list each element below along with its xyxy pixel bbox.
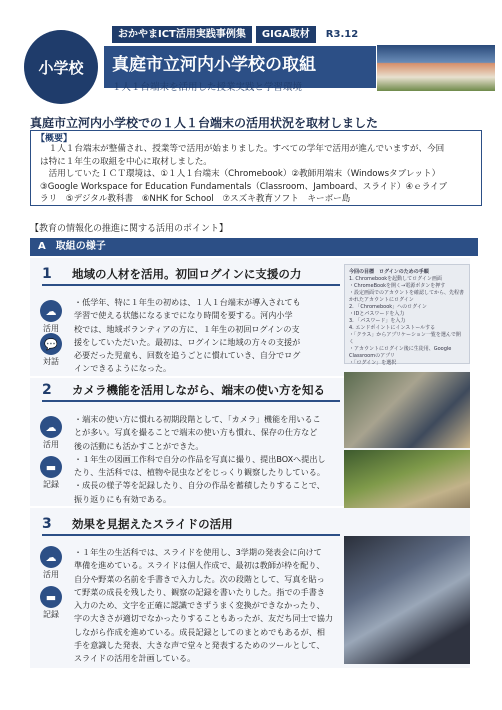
chat-icon: 💬 — [40, 333, 62, 355]
body-line: て野菜の成長を残したり、観察の記録を書いたりした。指での手書き — [74, 586, 325, 597]
page-subtitle: １人１台端末を活用した授業実践と学習環境 — [112, 82, 303, 93]
summary-line: １人１台端末が整備され、授業等で活用が始まりました。すべての学年で活用が進んでいますが、今回 — [40, 144, 445, 154]
folder-icon: ▬ — [40, 456, 62, 478]
header-tags — [112, 26, 364, 43]
body-line: ・１年生の生活科では、スライドを使用し、3学期の発表会に向けて — [74, 547, 322, 557]
icon-label: 活用 — [43, 440, 59, 449]
icon-label: 活用 — [43, 570, 59, 579]
screenshot-line: ・「ログイン」を選択 — [349, 360, 397, 366]
summary-line: ラリ ⑤デジタル教科書 ⑥NHK for School ⑦スズキ教育ソフト キーボー島 — [40, 194, 351, 204]
item-underline — [42, 400, 340, 402]
body-line: インできるようになった。 — [74, 363, 172, 374]
icon-label: 活用 — [43, 324, 59, 333]
body-line: スライドの活用を計画している。 — [74, 653, 196, 664]
body-line: 準備を進めている。スライドは個人作成で、最初は教師が枠を配り、 — [74, 560, 325, 571]
cloud-icon: ☁ — [40, 546, 62, 568]
screenshot-line: ・ChromeBookを開く→電源ボタンを押す — [349, 283, 446, 289]
points-heading: 【教育の情報化の推進に関する活用のポイント】 — [30, 224, 229, 234]
item-body — [74, 546, 346, 666]
body-line: 入力のため、文字を正確に認識できずうまく変換ができなかったり、 — [74, 600, 325, 611]
body-line: 自分や野菜の名前を手書きで入力した。次の段階として、写真を貼っ — [74, 573, 325, 584]
body-line: 後の活動にも活かすことができた。 — [74, 440, 204, 451]
body-line: 援をしていただいた。最初は、ログインに地域の方々の支援が — [74, 336, 301, 347]
screenshot-line: ・IDとパスワードを入力 — [349, 311, 405, 317]
item-title: カメラ機能を活用しながら、端末の使い方を知る — [72, 383, 325, 397]
tag-series: おかやまICT活用実践事例集 — [112, 26, 252, 43]
main-heading: 真庭市立河内小学校での１人１台端末の活用状況を取材しました — [30, 116, 379, 130]
item-body — [74, 413, 344, 506]
screenshot-line: ・「クラス」からアプリケーション一覧を選んで開く — [349, 332, 461, 345]
item-title: 地域の人材を活用。初回ログインに支援の力 — [72, 267, 302, 281]
school-level-badge — [24, 30, 98, 104]
body-line: たり、生活科では、植物や昆虫などをじっくり観察したりしている。 — [74, 467, 325, 478]
icon-label: 記録 — [43, 480, 59, 489]
body-line: ・低学年、特に１年生の初めは、１人１台端末が導入されても — [74, 297, 301, 307]
body-line: しながら作成を進めている。成長記録としてのまとめでもあるが、相 — [74, 626, 325, 637]
page-title: 真庭市立河内小学校の取組 — [112, 55, 316, 75]
screenshot-title: 今回の目標 ログインのための手順 — [349, 269, 429, 275]
screenshot-line: ・アカウントにログイン後に生徒用、Google Classroomのアプリ — [349, 346, 452, 359]
item-underline — [42, 284, 340, 286]
item-title: 効果を見据えたスライドの活用 — [72, 517, 233, 531]
student-laptop-photo — [344, 536, 470, 664]
summary-line: 活用していたＩＣＴ環境は、①１人１台端末（Chromebook）②教師用端末（Windowsタブレット） — [40, 169, 441, 179]
tag-giga: GIGA取材 — [256, 26, 316, 43]
summary-text — [40, 143, 476, 206]
summary-label: 【概要】 — [36, 134, 73, 144]
summary-line: ③Google Workspace for Education Fundamentals（Classroom、Jamboard、スライド）④ｅライブ — [40, 181, 448, 192]
cloud-icon: ☁ — [40, 300, 62, 322]
body-line: 必要だった児童も、回数を追うごとに慣れていき、自分でログ — [74, 350, 301, 361]
classroom-photo — [344, 372, 470, 448]
body-line: 手を意識した発表、大きな声で堂々と発表するためのツールとして、 — [74, 640, 325, 651]
screenshot-line: 1. Chromebookを起動してログイン画面 — [349, 276, 442, 282]
tag-date: R3.12 — [320, 26, 364, 43]
icon-label: 対話 — [43, 357, 59, 366]
section-a-header: A 取組の様子 — [30, 238, 478, 256]
body-line: 字の大きさが適切でなかったりすることもあったが、友だち同士で協力 — [74, 613, 333, 624]
item-number: 1 — [42, 266, 52, 282]
item-body — [74, 296, 344, 376]
body-line: とが多い。写真を撮ることで端末の使い方も慣れ、保存の仕方など — [74, 427, 318, 438]
cloud-icon: ☁ — [40, 416, 62, 438]
folder-icon: ▬ — [40, 586, 62, 608]
body-line: ・成長の様子等を記録したり、自分の作品を蓄積したりすることで、 — [74, 480, 325, 491]
icon-label: 記録 — [43, 610, 59, 619]
summary-line: は特に１年生の取組を中心に取材しました。 — [40, 156, 212, 167]
login-instructions-screenshot — [344, 264, 470, 364]
screenshot-line: ・設定画面でのアカウントを確認してから、先程書かれたアカウントにログイン — [349, 290, 464, 303]
screenshot-line: 2. 「Chromebook」へのログイン — [349, 304, 427, 310]
body-line: 学習で使える状態になるまでになり時間を要する。河内小学 — [74, 310, 293, 321]
screenshot-line: 4. エンドポイントにインストールする — [349, 325, 436, 331]
body-line: ・１年生の図画工作科で自分の作品を写真に撮り、提出BOXへ提出し — [74, 453, 326, 464]
item-number: 2 — [42, 382, 52, 398]
body-line: ・端末の使い方に慣れる初期段階として、「カメラ」機能を用いるこ — [74, 414, 321, 424]
school-level-label: 小学校 — [38, 58, 84, 77]
school-building-photo — [376, 44, 496, 92]
item-underline — [42, 534, 340, 536]
item-number: 3 — [42, 516, 52, 532]
body-line: 振り返りにも有効である。 — [74, 493, 172, 504]
body-line: 校では、地域ボランティアの方に、１年生の初回ログインの支 — [74, 323, 300, 334]
screenshot-line: 3. 「パスワード」を入力 — [349, 318, 406, 324]
